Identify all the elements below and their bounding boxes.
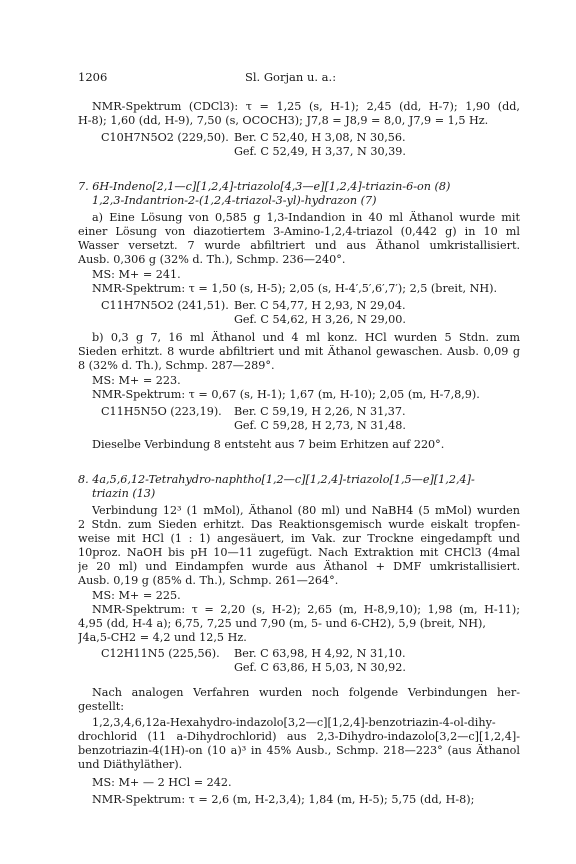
section-heading: 7. 6H-Indeno[2,1—c][1,2,4]-triazolo[4,3—e][1,2,4]-triazin-6-on (8) xyxy=(78,180,451,193)
text-line: weise mit HCl (1 : 1) angesäuert, im Vak. zur Trockne eingedampft und xyxy=(78,532,520,545)
section-heading-continued: triazin (13) xyxy=(92,487,156,500)
text-line: Sieden erhitzt. 8 wurde abfiltriert und mit Äthanol gewaschen. Ausb. 0,09 g xyxy=(78,345,520,358)
text-line: Wasser versetzt. 7 wurde abfiltriert und aus Äthanol umkristallisiert. xyxy=(78,239,520,252)
text-line: NMR-Spektrum (CDCl3): τ = 1,25 (s, H-1); 2,45 (dd, H-7); 1,90 (dd, xyxy=(92,100,520,113)
nmr-line: NMR-Spektrum: τ = 1,50 (s, H-5); 2,05 (s, H-4′,5′,6′,7′); 2,5 (breit, NH). xyxy=(92,282,498,295)
text-line: Ausb. 0,19 g (85% d. Th.), Schmp. 261—264°. xyxy=(78,574,339,587)
text-line: 1,2,3,4,6,12a-Hexahydro-indazolo[3,2—c][1,2,4]-benzotriazin-4-ol-dihy- xyxy=(92,716,496,729)
running-title: Sl. Gorjan u. a.: xyxy=(245,70,337,84)
text-line: je 20 ml) und Eindampfen wurde aus Äthanol + DMF umkristallisiert. xyxy=(78,560,520,573)
analysis-found: Gef. C 59,28, H 2,73, N 31,48. xyxy=(234,419,406,432)
analysis-calculated: Ber. C 54,77, H 2,93, N 29,04. xyxy=(234,299,406,312)
text-line: H-8); 1,60 (dd, H-9), 7,50 (s, OCOCH3); J7,8 = J8,9 = 8,0, J7,9 = 1,5 Hz. xyxy=(78,114,489,127)
ms-line: MS: M+ = 225. xyxy=(92,589,181,602)
text-line: und Diäthyläther). xyxy=(78,758,183,771)
formula: C12H11N5 (225,56). xyxy=(101,647,220,660)
text-line: 10proz. NaOH bis pH 10—11 zugefügt. Nach Extraktion mit CHCl3 (4mal xyxy=(78,546,520,559)
text-line: 2 Stdn. zum Sieden erhitzt. Das Reaktionsgemisch wurde eiskalt tropfen- xyxy=(78,518,520,531)
analysis-found: Gef. C 52,49, H 3,37, N 30,39. xyxy=(234,145,406,158)
formula: C11H5N5O (223,19). xyxy=(101,405,222,418)
section-heading: 8. 4a,5,6,12-Tetrahydro-naphtho[1,2—c][1,2,4]-triazolo[1,5—e][1,2,4]- xyxy=(78,473,475,486)
nmr-line: NMR-Spektrum: τ = 2,20 (s, H-2); 2,65 (m, H-8,9,10); 1,98 (m, H-11); xyxy=(92,603,520,616)
text-line: b) 0,3 g 7, 16 ml Äthanol und 4 ml konz. HCl wurden 5 Stdn. zum xyxy=(92,331,520,344)
text-line: Dieselbe Verbindung 8 entsteht aus 7 beim Erhitzen auf 220°. xyxy=(92,438,445,451)
text-line: gestellt: xyxy=(78,700,125,713)
nmr-line: NMR-Spektrum: τ = 0,67 (s, H-1); 1,67 (m, H-10); 2,05 (m, H-7,8,9). xyxy=(92,388,480,401)
ms-line: MS: M+ — 2 HCl = 242. xyxy=(92,776,232,789)
subsection-heading: 1,2,3-Indantrion-2-(1,2,4-triazol-3-yl)-hydrazon (7) xyxy=(92,194,377,207)
text-line: Nach analogen Verfahren wurden noch folgende Verbindungen her- xyxy=(92,686,520,699)
analysis-calculated: Ber. C 52,40, H 3,08, N 30,56. xyxy=(234,131,406,144)
nmr-line: NMR-Spektrum: τ = 2,6 (m, H-2,3,4); 1,84 (m, H-5); 5,75 (dd, H-8); xyxy=(92,793,475,806)
analysis-calculated: Ber. C 63,98, H 4,92, N 31,10. xyxy=(234,647,406,660)
text-line: a) Eine Lösung von 0,585 g 1,3-Indandion in 40 ml Äthanol wurde mit xyxy=(92,211,520,224)
text-line: J4a,5-CH2 = 4,2 und 12,5 Hz. xyxy=(78,631,247,644)
formula: C10H7N5O2 (229,50). xyxy=(101,131,229,144)
text-line: Verbindung 12³ (1 mMol), Äthanol (80 ml) und NaBH4 (5 mMol) wurden xyxy=(92,504,520,517)
ms-line: MS: M+ = 241. xyxy=(92,268,181,281)
ms-line: MS: M+ = 223. xyxy=(92,374,181,387)
analysis-found: Gef. C 63,86, H 5,03, N 30,92. xyxy=(234,661,406,674)
text-line: 4,95 (dd, H-4 a); 6,75, 7,25 und 7,90 (m, 5- und 6-CH2), 5,9 (breit, NH), xyxy=(78,617,486,630)
text-line: drochlorid (11 a-Dihydrochlorid) aus 2,3-Dihydro-indazolo[3,2—c][1,2,4]- xyxy=(78,730,520,743)
analysis-found: Gef. C 54,62, H 3,26, N 29,00. xyxy=(234,313,406,326)
formula: C11H7N5O2 (241,51). xyxy=(101,299,229,312)
text-line: Ausb. 0,306 g (32% d. Th.), Schmp. 236—240°. xyxy=(78,253,346,266)
text-line: benzotriazin-4(1H)-on (10 a)³ in 45% Ausb., Schmp. 218—223° (aus Äthanol xyxy=(78,744,520,757)
text-line: einer Lösung von diazotiertem 3-Amino-1,2,4-triazol (0,442 g) in 10 ml xyxy=(78,225,520,238)
page-number: 1206 xyxy=(78,70,108,84)
analysis-calculated: Ber. C 59,19, H 2,26, N 31,37. xyxy=(234,405,406,418)
text-line: 8 (32% d. Th.), Schmp. 287—289°. xyxy=(78,359,275,372)
